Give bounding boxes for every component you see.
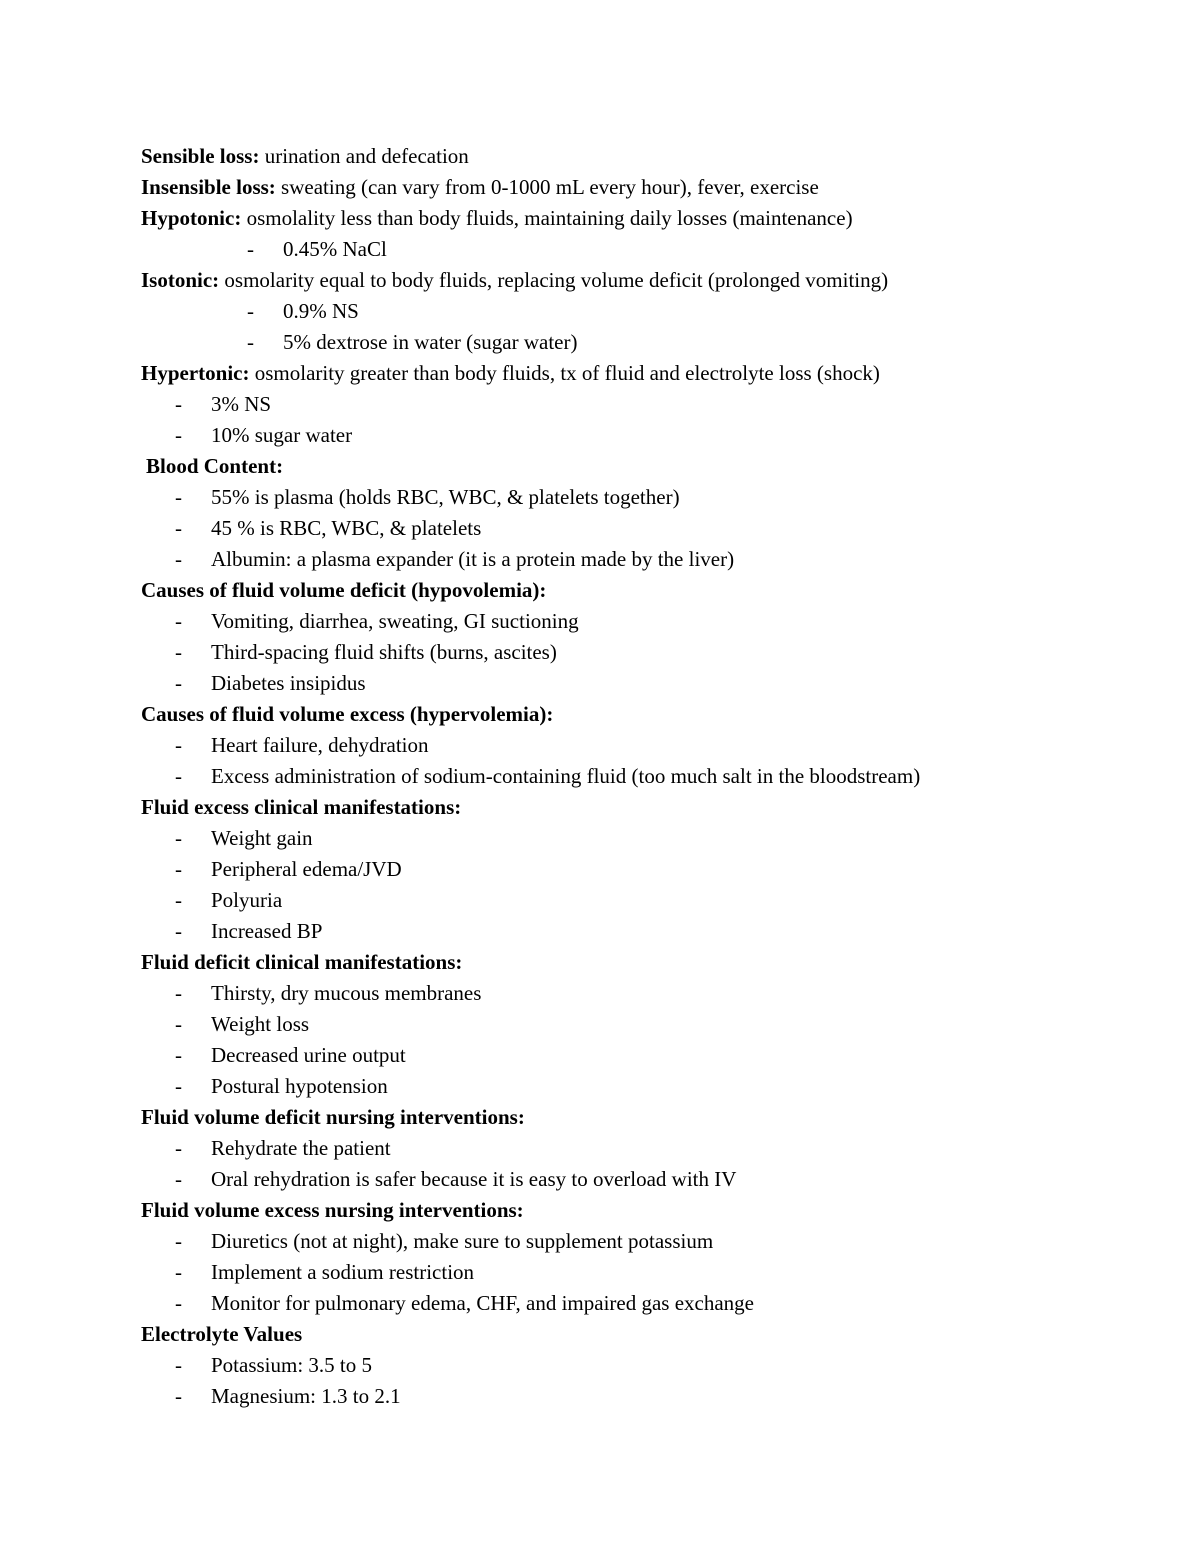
list-item-text: Third-spacing fluid shifts (burns, ascites) bbox=[211, 640, 557, 664]
list-item bbox=[141, 668, 1141, 699]
list-item bbox=[141, 637, 1141, 668]
term-definition: sweating (can vary from 0-1000 mL every hour), fever, exercise bbox=[275, 175, 819, 199]
list-item bbox=[141, 513, 1141, 544]
list-item-text: Oral rehydration is safer because it is easy to overload with IV bbox=[211, 1167, 737, 1191]
term-label: Causes of fluid volume excess (hypervolemia): bbox=[141, 702, 554, 726]
bullet-dash: - bbox=[175, 1074, 182, 1098]
list-item bbox=[141, 761, 1141, 792]
bullet-dash: - bbox=[175, 733, 182, 757]
list-item-text: Potassium: 3.5 to 5 bbox=[211, 1353, 373, 1377]
term-label: Blood Content: bbox=[146, 454, 284, 478]
list-item bbox=[141, 916, 1141, 947]
list-item bbox=[141, 730, 1141, 761]
list-item-text: 0.9% NS bbox=[283, 299, 359, 323]
section-heading bbox=[141, 792, 1141, 823]
bullet-dash: - bbox=[247, 299, 254, 323]
bullet-dash: - bbox=[175, 919, 182, 943]
list-item bbox=[141, 1040, 1141, 1071]
section-heading bbox=[141, 451, 1141, 482]
bullet-dash: - bbox=[175, 485, 182, 509]
list-item-text: Implement a sodium restriction bbox=[211, 1260, 475, 1284]
list-item bbox=[141, 1381, 1141, 1412]
section-heading bbox=[141, 1102, 1141, 1133]
bullet-dash: - bbox=[175, 640, 182, 664]
bullet-dash: - bbox=[247, 237, 254, 261]
list-item bbox=[141, 1257, 1141, 1288]
section-heading bbox=[141, 699, 1141, 730]
section-heading bbox=[141, 947, 1141, 978]
section-heading bbox=[141, 1319, 1141, 1350]
list-item-text: Postural hypotension bbox=[211, 1074, 388, 1098]
list-item bbox=[141, 234, 1141, 265]
bullet-dash: - bbox=[175, 1136, 182, 1160]
section-heading bbox=[141, 575, 1141, 606]
term-label: Hypotonic: bbox=[141, 206, 242, 230]
bullet-dash: - bbox=[247, 330, 254, 354]
term-label: Electrolyte Values bbox=[141, 1322, 303, 1346]
bullet-dash: - bbox=[175, 1167, 182, 1191]
section-heading bbox=[141, 1195, 1141, 1226]
list-item-text: Excess administration of sodium-containing fluid (too much salt in the bloodstream) bbox=[211, 764, 921, 788]
list-item-text: 55% is plasma (holds RBC, WBC, & platelets together) bbox=[211, 485, 680, 509]
term-label: Fluid excess clinical manifestations: bbox=[141, 795, 462, 819]
list-item-text: Thirsty, dry mucous membranes bbox=[211, 981, 482, 1005]
list-item bbox=[141, 854, 1141, 885]
list-item bbox=[141, 1350, 1141, 1381]
definition-line bbox=[141, 358, 1141, 389]
list-item-text: Weight loss bbox=[211, 1012, 310, 1036]
bullet-dash: - bbox=[175, 888, 182, 912]
bullet-dash: - bbox=[175, 857, 182, 881]
list-item bbox=[141, 978, 1141, 1009]
list-item-text: Magnesium: 1.3 to 2.1 bbox=[211, 1384, 401, 1408]
bullet-dash: - bbox=[175, 981, 182, 1005]
term-definition: osmolarity greater than body fluids, tx of fluid and electrolyte loss (shock) bbox=[249, 361, 880, 385]
term-label: Hypertonic: bbox=[141, 361, 250, 385]
term-label: Fluid deficit clinical manifestations: bbox=[141, 950, 463, 974]
term-definition: urination and defecation bbox=[259, 144, 469, 168]
list-item bbox=[141, 1071, 1141, 1102]
list-item bbox=[141, 1226, 1141, 1257]
term-label: Fluid volume excess nursing interventions: bbox=[141, 1198, 524, 1222]
bullet-dash: - bbox=[175, 1229, 182, 1253]
list-item bbox=[141, 606, 1141, 637]
bullet-dash: - bbox=[175, 1012, 182, 1036]
list-item bbox=[141, 885, 1141, 916]
list-item-text: Diuretics (not at night), make sure to supplement potassium bbox=[211, 1229, 714, 1253]
bullet-dash: - bbox=[175, 547, 182, 571]
list-item-text: Albumin: a plasma expander (it is a protein made by the liver) bbox=[211, 547, 735, 571]
bullet-dash: - bbox=[175, 609, 182, 633]
list-item bbox=[141, 420, 1141, 451]
bullet-dash: - bbox=[175, 392, 182, 416]
list-item bbox=[141, 1288, 1141, 1319]
definition-line bbox=[141, 172, 1141, 203]
list-item-text: Peripheral edema/JVD bbox=[211, 857, 402, 881]
list-item bbox=[141, 544, 1141, 575]
bullet-dash: - bbox=[175, 826, 182, 850]
list-item bbox=[141, 389, 1141, 420]
list-item-text: Rehydrate the patient bbox=[211, 1136, 391, 1160]
list-item-text: Decreased urine output bbox=[211, 1043, 406, 1067]
definition-line bbox=[141, 141, 1141, 172]
list-item bbox=[141, 327, 1141, 358]
bullet-dash: - bbox=[175, 516, 182, 540]
term-label: Isotonic: bbox=[141, 268, 220, 292]
list-item-text: Vomiting, diarrhea, sweating, GI suctioning bbox=[211, 609, 579, 633]
term-label: Sensible loss: bbox=[141, 144, 260, 168]
list-item-text: Diabetes insipidus bbox=[211, 671, 366, 695]
bullet-dash: - bbox=[175, 423, 182, 447]
list-item-text: 45 % is RBC, WBC, & platelets bbox=[211, 516, 482, 540]
list-item-text: Heart failure, dehydration bbox=[211, 733, 429, 757]
term-definition: osmolality less than body fluids, maintaining daily losses (maintenance) bbox=[241, 206, 853, 230]
term-definition: osmolarity equal to body fluids, replacing volume deficit (prolonged vomiting) bbox=[219, 268, 889, 292]
list-item bbox=[141, 296, 1141, 327]
list-item bbox=[141, 1009, 1141, 1040]
list-item-text: 0.45% NaCl bbox=[283, 237, 387, 261]
term-label: Insensible loss: bbox=[141, 175, 276, 199]
definition-line bbox=[141, 203, 1141, 234]
document-body bbox=[141, 141, 1141, 1412]
bullet-dash: - bbox=[175, 1384, 182, 1408]
bullet-dash: - bbox=[175, 1043, 182, 1067]
bullet-dash: - bbox=[175, 1291, 182, 1315]
term-label: Fluid volume deficit nursing interventions: bbox=[141, 1105, 525, 1129]
list-item-text: Weight gain bbox=[211, 826, 313, 850]
bullet-dash: - bbox=[175, 671, 182, 695]
definition-line bbox=[141, 265, 1141, 296]
list-item bbox=[141, 482, 1141, 513]
term-label: Causes of fluid volume deficit (hypovolemia): bbox=[141, 578, 547, 602]
bullet-dash: - bbox=[175, 1260, 182, 1284]
list-item bbox=[141, 1133, 1141, 1164]
list-item-text: Monitor for pulmonary edema, CHF, and impaired gas exchange bbox=[211, 1291, 755, 1315]
bullet-dash: - bbox=[175, 1353, 182, 1377]
list-item bbox=[141, 823, 1141, 854]
list-item-text: 5% dextrose in water (sugar water) bbox=[283, 330, 578, 354]
list-item-text: 3% NS bbox=[211, 392, 272, 416]
list-item bbox=[141, 1164, 1141, 1195]
list-item-text: Increased BP bbox=[211, 919, 323, 943]
list-item-text: 10% sugar water bbox=[211, 423, 353, 447]
list-item-text: Polyuria bbox=[211, 888, 283, 912]
bullet-dash: - bbox=[175, 764, 182, 788]
